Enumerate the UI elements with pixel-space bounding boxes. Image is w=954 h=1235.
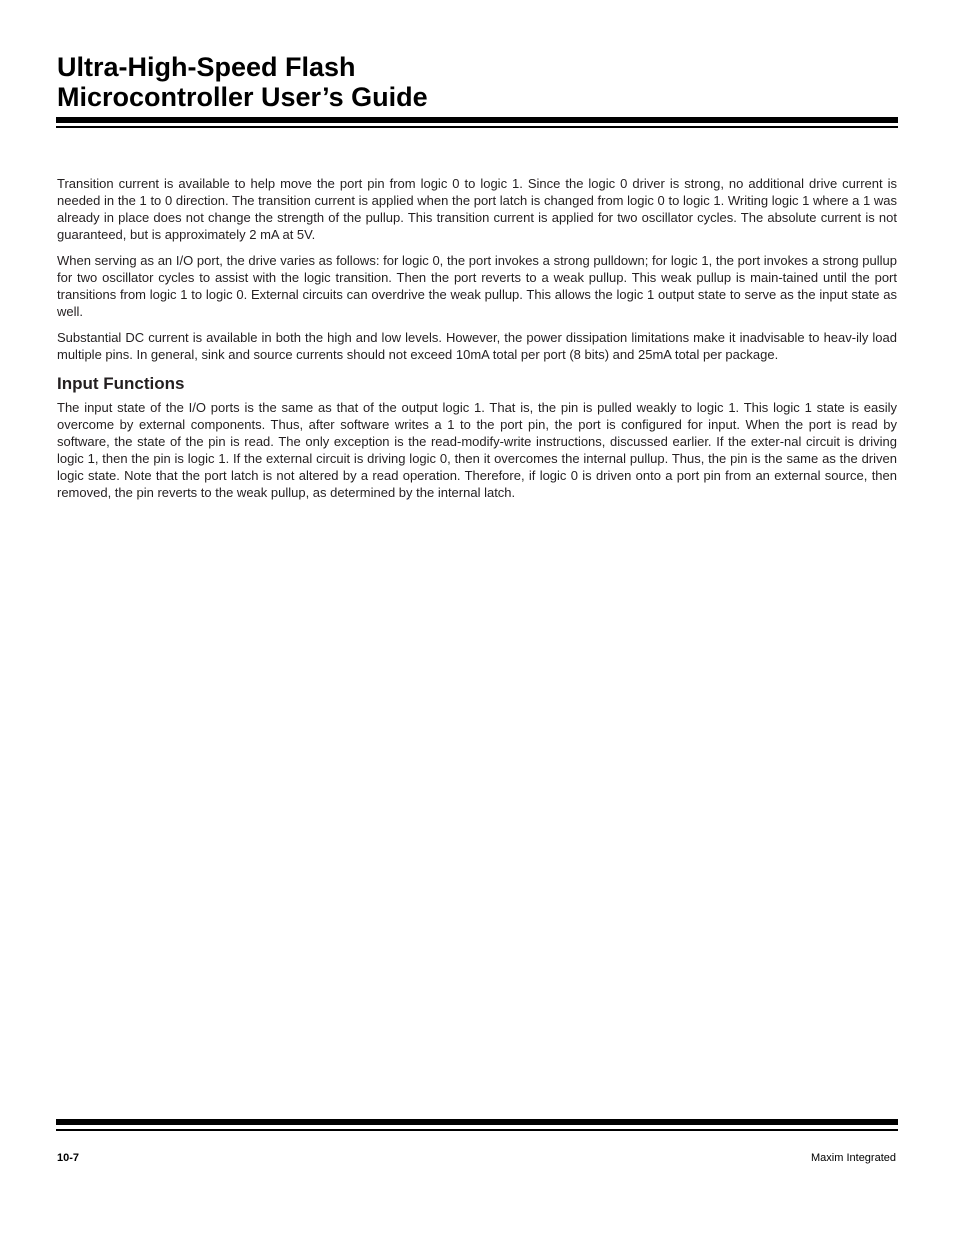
header-rule-thick bbox=[56, 117, 898, 123]
title-line-1: Ultra-High-Speed Flash bbox=[57, 52, 356, 82]
header-rule-thin bbox=[56, 126, 898, 128]
document-body bbox=[57, 175, 897, 510]
footer-rule-thin bbox=[56, 1129, 898, 1131]
paragraph-dc-current: Substantial DC current is available in both the high and low levels. However, the power dissipation limitations make it inadvisable to heav-ily load multiple pins. In general, sink and source currents should not exceed 10mA total per port (8 bits) and 25mA total per package. bbox=[57, 330, 897, 362]
section-heading-input-functions: Input Functions bbox=[57, 374, 185, 393]
paragraph-input-functions: The input state of the I/O ports is the same as that of the output logic 1. That is, the pin is pulled weakly to logic 1. This logic 1 state is easily overcome by external components. Thus, after software writes a 1 to the port pin, the port is configured for input. When the port is read by software, the state of the pin is read. The only exception is the read-modify-write instructions, discussed earlier. If the exter-nal circuit is driving logic 1, then the pin is logic 1. If the external circuit is driving logic 0, then it overcomes the internal pullup. Thus, the pin is the same as the driven logic state. Note that the port latch is not altered by a read operation. Therefore, if logic 0 is driven onto a port pin from an external source, then removed, the pin reverts to the weak pullup, as determined by the internal latch. bbox=[57, 400, 897, 500]
company-name: Maxim Integrated bbox=[811, 1152, 896, 1164]
footer-rule-thick bbox=[56, 1119, 898, 1125]
page-number: 10-7 bbox=[57, 1152, 80, 1164]
title-line-2: Microcontroller User’s Guide bbox=[57, 82, 428, 112]
paragraph-transition-current: Transition current is available to help move the port pin from logic 0 to logic 1. Since the logic 0 driver is strong, no additional drive current is needed in the 1 to 0 direction. The transition current is applied when the port latch is changed from logic 0 to logic 1. Writing logic 1 where a 1 was already in place does not change the strength of the pullup. This transition current is applied for two oscillator cycles. The absolute current is not guaranteed, but is approximately 2 mA at 5V. bbox=[57, 176, 897, 242]
paragraph-io-port-drive: When serving as an I/O port, the drive varies as follows: for logic 0, the port invokes a strong pulldown; for logic 1, the port invokes a strong pullup for two oscillator cycles to assist with the logic transition. Then the port reverts to a weak pullup. This weak pullup is main-tained until the port transitions from logic 1 to logic 0. External circuits can overdrive the weak pullup. This allows the logic 1 output state to serve as the input state as well. bbox=[57, 253, 897, 319]
page-title bbox=[57, 52, 428, 112]
